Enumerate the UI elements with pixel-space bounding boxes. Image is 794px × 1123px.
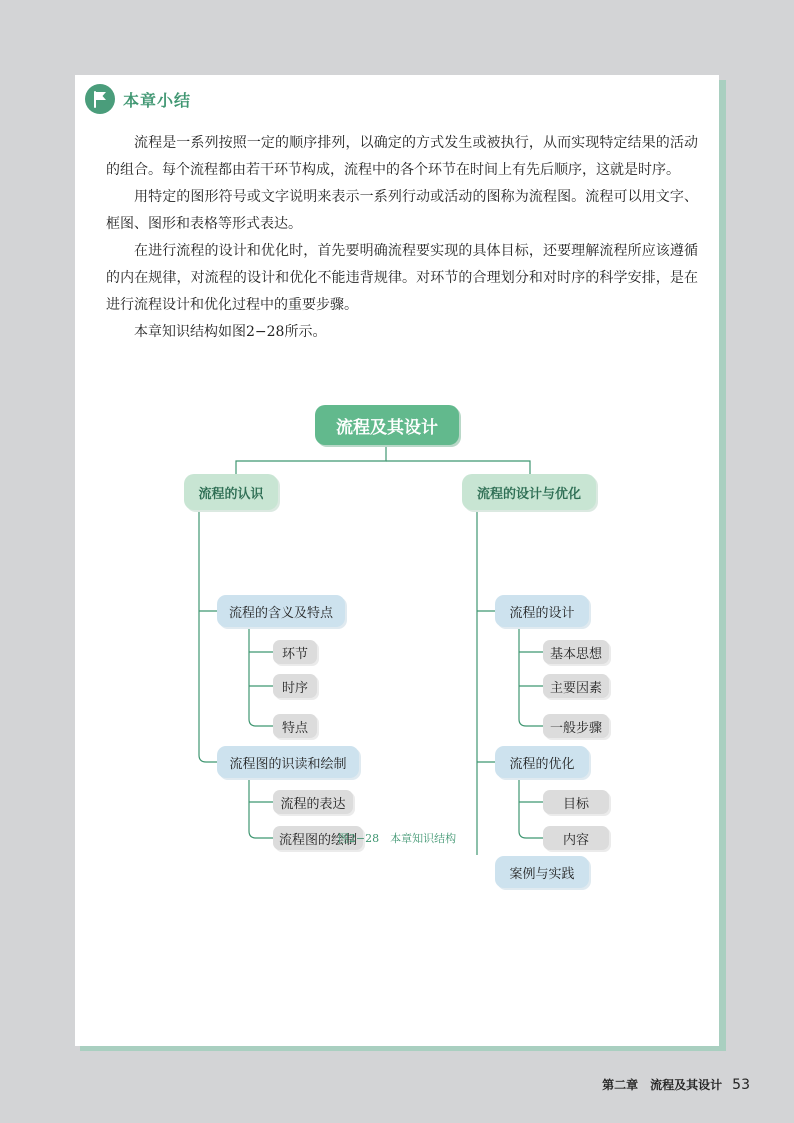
- node-right-child-1: 流程的设计: [495, 595, 589, 627]
- diagram-root-node: 流程及其设计: [315, 405, 459, 445]
- footer-chapter: 第二章 流程及其设计: [602, 1078, 723, 1092]
- figure-caption: 图2−28 本章知识结构: [337, 832, 457, 845]
- knowledge-structure-diagram: [75, 395, 719, 882]
- node-leaf: 主要因素: [543, 674, 609, 698]
- node-leaf: 流程的表达: [273, 790, 353, 814]
- node-right-child-2: 流程的优化: [495, 746, 589, 778]
- node-left-child-1: 流程的含义及特点: [217, 595, 345, 627]
- node-left-child-2: 流程图的识读和绘制: [217, 746, 359, 778]
- summary-text: [106, 130, 698, 346]
- node-leaf: 目标: [543, 790, 609, 814]
- node-leaf: 时序: [273, 674, 317, 698]
- page-footer: [602, 1076, 750, 1093]
- page-number: 53: [732, 1077, 750, 1093]
- node-leaf: 流程图的绘制: [273, 826, 363, 850]
- node-leaf: 一般步骤: [543, 714, 609, 738]
- page: [75, 75, 719, 1046]
- flag-icon: [85, 84, 115, 114]
- paragraph: 在进行流程的设计和优化时，首先要明确流程要实现的具体目标，还要理解流程所应该遵循的内在规律，对流程的设计和优化不能违背规律。对环节的合理划分和对时序的科学安排，是在进行流程设计和优化过程中的重要步骤。: [106, 243, 698, 313]
- node-leaf: 特点: [273, 714, 317, 738]
- paragraph: 流程是一系列按照一定的顺序排列，以确定的方式发生或被执行，从而实现特定结果的活动的组合。每个流程都由若干环节构成，流程中的各个环节在时间上有先后顺序，这就是时序。: [106, 135, 698, 178]
- section-title: 本章小结: [123, 91, 192, 110]
- node-left-level1: 流程的认识: [184, 474, 278, 510]
- node-leaf: 环节: [273, 640, 317, 664]
- node-right-level1: 流程的设计与优化: [462, 474, 596, 510]
- node-leaf: 基本思想: [543, 640, 609, 664]
- paragraph: 本章知识结构如图2−28所示。: [134, 324, 327, 340]
- node-right-child-3: 案例与实践: [495, 856, 589, 888]
- node-leaf: 内容: [543, 826, 609, 850]
- paragraph: 用特定的图形符号或文字说明来表示一系列行动或活动的图称为流程图。流程可以用文字、框图、图形和表格等形式表达。: [106, 189, 698, 232]
- connector-lines: [75, 395, 719, 855]
